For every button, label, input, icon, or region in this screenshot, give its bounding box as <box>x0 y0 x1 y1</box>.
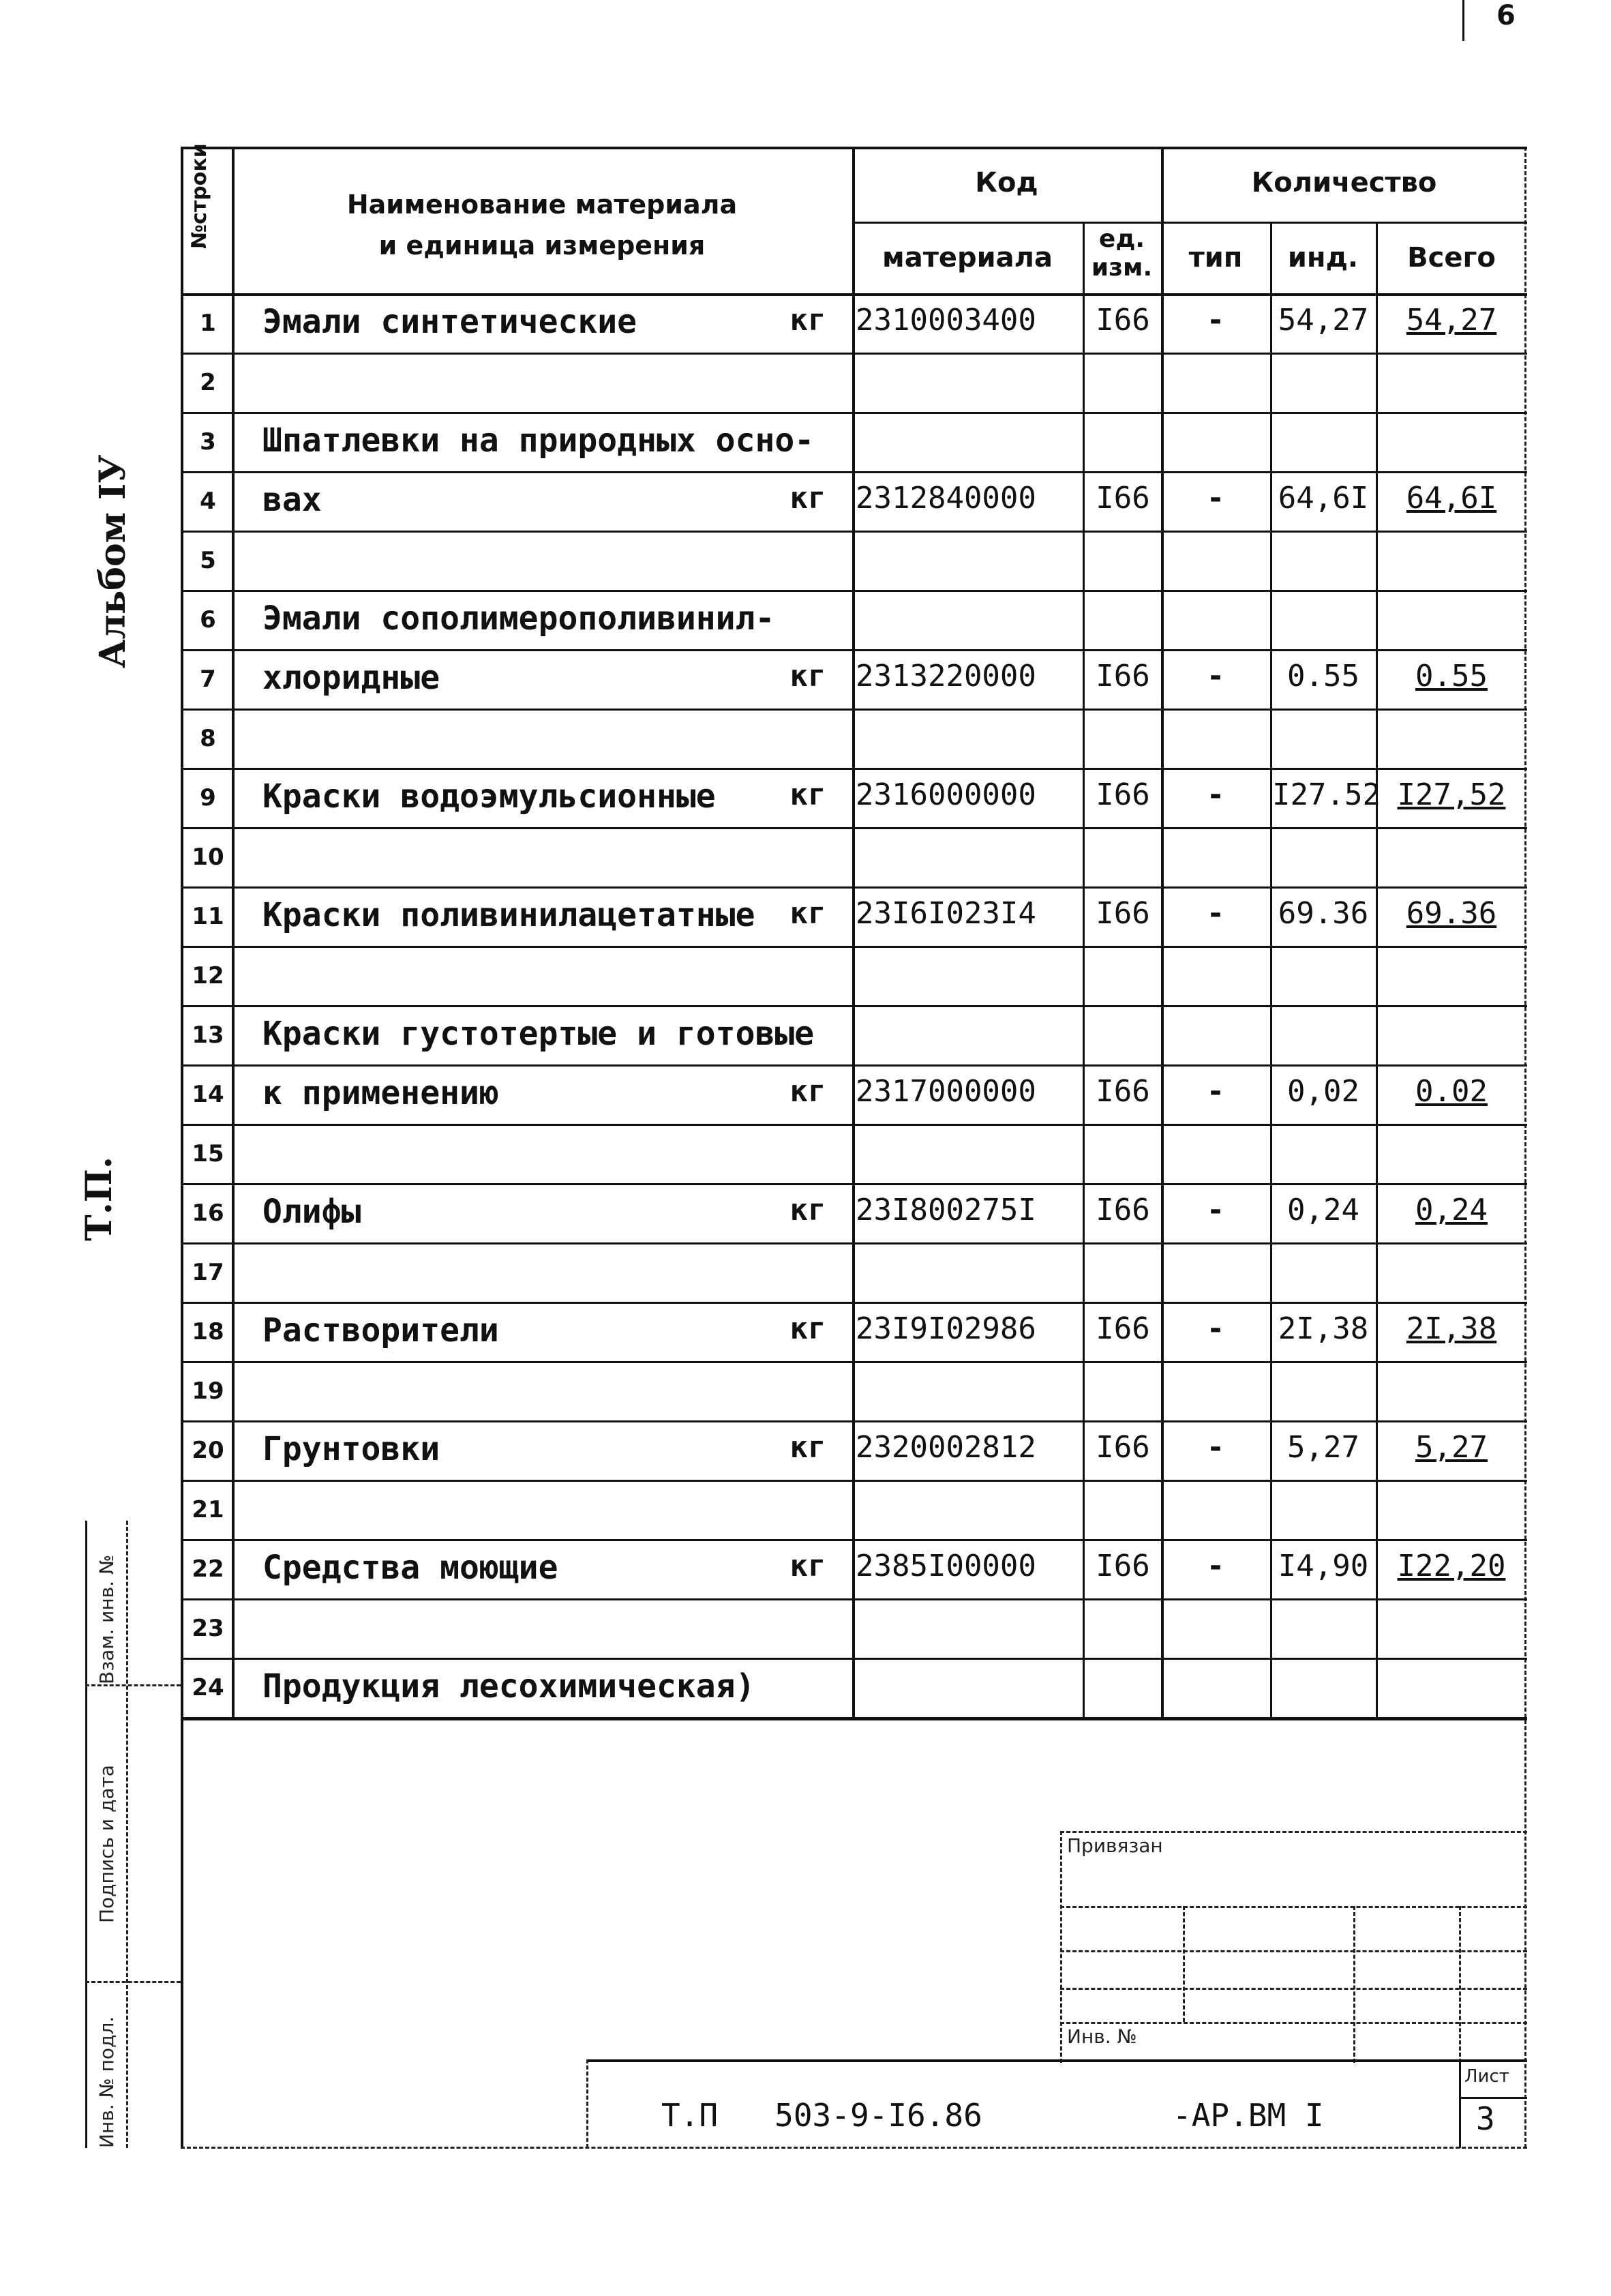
qty-total: I27,52 <box>1397 777 1506 812</box>
qty-type: - <box>1206 1430 1225 1465</box>
row-number: 20 <box>192 1437 224 1464</box>
material-code: 23I9I02986 <box>856 1311 1036 1346</box>
row-number: 24 <box>192 1674 224 1701</box>
material-name: Олифы <box>262 1193 361 1231</box>
row-number: 14 <box>192 1081 224 1108</box>
inv-no-label: Инв. № <box>1067 2025 1137 2048</box>
qty-total: I22,20 <box>1397 1549 1506 1583</box>
row-number: 4 <box>200 488 216 515</box>
material-name: Краски густотертые и готовые <box>262 1015 815 1053</box>
unit-code: I66 <box>1096 777 1150 812</box>
qty-ind: 5,27 <box>1287 1430 1359 1465</box>
row-number: 19 <box>192 1377 224 1405</box>
qty-ind: I4,90 <box>1278 1549 1369 1583</box>
header-code-unit: ед. изм. <box>1091 225 1153 282</box>
row-number: 22 <box>192 1555 224 1583</box>
material-name: Грунтовки <box>262 1430 440 1468</box>
qty-total: 2I,38 <box>1406 1311 1497 1346</box>
material-code: 23I6I023I4 <box>856 896 1036 931</box>
qty-ind: 0,02 <box>1287 1074 1359 1109</box>
sheet-code: -АР.ВМ I <box>1173 2097 1324 2134</box>
row-number: 2 <box>200 369 216 396</box>
material-code: 2313220000 <box>856 659 1036 694</box>
qty-ind: I27.52 <box>1272 777 1381 812</box>
row-number: 21 <box>192 1496 224 1523</box>
qty-total: 5,27 <box>1415 1430 1488 1465</box>
material-unit: кг <box>789 659 826 694</box>
unit-code: I66 <box>1096 303 1150 338</box>
material-code: 2317000000 <box>856 1074 1036 1109</box>
material-unit: кг <box>789 481 826 516</box>
sheet-label: Лист <box>1464 2066 1509 2087</box>
row-number: 5 <box>200 547 216 574</box>
material-unit: кг <box>789 1074 826 1109</box>
row-number: 10 <box>192 844 224 871</box>
material-unit: кг <box>789 777 826 812</box>
row-number: 3 <box>200 428 216 456</box>
material-unit: кг <box>789 1549 826 1583</box>
row-number: 15 <box>192 1140 224 1167</box>
unit-code: I66 <box>1096 659 1150 694</box>
row-number: 9 <box>200 784 216 811</box>
row-number: 6 <box>200 606 216 633</box>
material-code: 2385I00000 <box>856 1549 1036 1583</box>
qty-total: 0.55 <box>1415 659 1488 694</box>
row-number: 11 <box>192 903 224 930</box>
material-code: 2310003400 <box>856 303 1036 338</box>
header-code-material: материала <box>882 242 1053 273</box>
qty-type: - <box>1206 659 1225 694</box>
row-number: 8 <box>200 725 216 752</box>
row-number: 16 <box>192 1199 224 1227</box>
material-unit: кг <box>789 1311 826 1346</box>
qty-type: - <box>1206 303 1225 338</box>
row-number: 13 <box>192 1022 224 1049</box>
row-number: 1 <box>200 310 216 337</box>
header-row-number: №строки <box>187 143 211 249</box>
unit-code: I66 <box>1096 1549 1150 1583</box>
qty-total: 69.36 <box>1406 896 1497 931</box>
qty-type: - <box>1206 777 1225 812</box>
row-number: 7 <box>200 666 216 693</box>
inv-replace-label: Взам. инв. № <box>95 1554 118 1684</box>
material-name: Продукция лесохимическая) <box>262 1667 755 1705</box>
document-code: Т.П 503-9-I6.86 <box>661 2097 982 2134</box>
material-unit: кг <box>789 896 826 931</box>
material-code: 2312840000 <box>856 481 1036 516</box>
sign-date-label: Подпись и дата <box>95 1765 118 1923</box>
qty-ind: 2I,38 <box>1278 1311 1369 1346</box>
qty-type: - <box>1206 1193 1225 1227</box>
material-name: Краски водоэмульсионные <box>262 777 716 816</box>
material-name: Растворители <box>262 1311 499 1350</box>
unit-code: I66 <box>1096 1430 1150 1465</box>
material-unit: кг <box>789 1193 826 1227</box>
material-name: вах <box>262 481 322 519</box>
header-qty-ind: инд. <box>1287 242 1359 273</box>
material-unit: кг <box>789 1430 826 1465</box>
qty-ind: 0.55 <box>1287 659 1359 694</box>
row-number: 18 <box>192 1318 224 1345</box>
qty-type: - <box>1206 896 1225 931</box>
unit-code: I66 <box>1096 1074 1150 1109</box>
material-name: Эмали синтетические <box>262 303 637 341</box>
material-name: Краски поливинилацетатные <box>262 896 755 934</box>
qty-total: 0,24 <box>1415 1193 1488 1227</box>
unit-code: I66 <box>1096 1311 1150 1346</box>
row-number: 12 <box>192 962 224 989</box>
header-quantity: Количество <box>1251 167 1437 198</box>
material-name: хлоридные <box>262 659 440 697</box>
material-name: Средства моющие <box>262 1549 558 1587</box>
tp-label: Т.П. <box>78 1156 120 1241</box>
qty-total: 0.02 <box>1415 1074 1488 1109</box>
inv-original-label: Инв. № подл. <box>95 2016 118 2148</box>
unit-code: I66 <box>1096 1193 1150 1227</box>
unit-code: I66 <box>1096 481 1150 516</box>
material-unit: кг <box>789 303 826 338</box>
row-number: 23 <box>192 1615 224 1642</box>
qty-type: - <box>1206 1074 1225 1109</box>
sheet-number: 3 <box>1476 2100 1495 2137</box>
qty-ind: 69.36 <box>1278 896 1369 931</box>
material-code: 2320002812 <box>856 1430 1036 1465</box>
header-qty-total: Всего <box>1407 242 1496 273</box>
material-name: к применению <box>262 1074 499 1112</box>
album-label: Альбом IУ <box>92 454 134 668</box>
header-name: Наименование материала и единица измерения <box>346 190 738 260</box>
qty-ind: 54,27 <box>1278 303 1369 338</box>
qty-ind: 0,24 <box>1287 1193 1359 1227</box>
header-qty-type: тип <box>1188 242 1243 273</box>
qty-type: - <box>1206 1549 1225 1583</box>
material-code: 23I800275I <box>856 1193 1036 1227</box>
header-code: Код <box>975 167 1038 198</box>
qty-type: - <box>1206 1311 1225 1346</box>
privyazan-label: Привязан <box>1067 1834 1163 1857</box>
page-number: 6 <box>1496 0 1516 31</box>
unit-code: I66 <box>1096 896 1150 931</box>
material-name: Эмали сополимерополивинил- <box>262 599 775 638</box>
row-number: 17 <box>192 1259 224 1286</box>
qty-total: 54,27 <box>1406 303 1497 338</box>
qty-ind: 64,6I <box>1278 481 1369 516</box>
qty-total: 64,6I <box>1406 481 1497 516</box>
material-code: 2316000000 <box>856 777 1036 812</box>
material-name: Шпатлевки на природных осно- <box>262 421 815 460</box>
qty-type: - <box>1206 481 1225 516</box>
